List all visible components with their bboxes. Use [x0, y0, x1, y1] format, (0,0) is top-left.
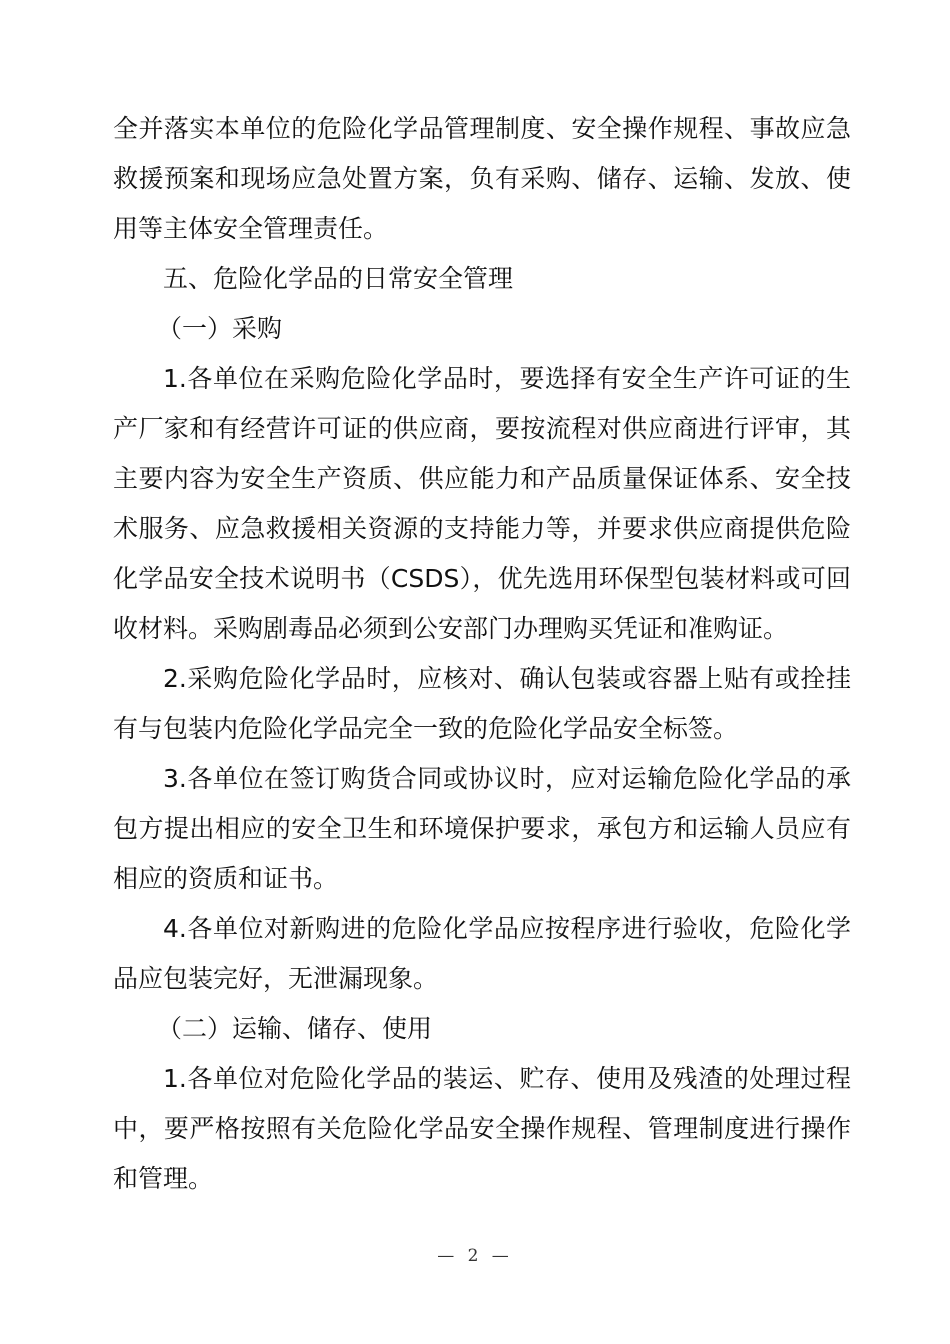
text-line: 相应的资质和证书。 [113, 864, 339, 893]
subsection-heading: （二）运输、储存、使用 [157, 1014, 433, 1043]
text-line: 化学品安全技术说明书（CSDS），优先选用环保型包装材料或可回 [113, 564, 851, 593]
text-line: 主要内容为安全生产资质、供应能力和产品质量保证体系、安全技 [113, 464, 851, 493]
text-line: 用等主体安全管理责任。 [113, 214, 389, 243]
text-line: 3.各单位在签订购货合同或协议时，应对运输危险化学品的承 [163, 764, 851, 793]
text-line: 包方提出相应的安全卫生和环境保护要求，承包方和运输人员应有 [113, 814, 851, 843]
text-line: 收材料。采购剧毒品必须到公安部门办理购买凭证和准购证。 [113, 614, 789, 643]
text-line: 品应包装完好，无泄漏现象。 [113, 964, 439, 993]
text-line: 和管理。 [113, 1164, 214, 1193]
text-line: 1.各单位对危险化学品的装运、贮存、使用及残渣的处理过程 [163, 1064, 851, 1093]
text-line: 2.采购危险化学品时，应核对、确认包装或容器上贴有或拴挂 [163, 664, 851, 693]
text-line: 中，要严格按照有关危险化学品安全操作规程、管理制度进行操作 [113, 1114, 851, 1143]
text-line: 1.各单位在采购危险化学品时，要选择有安全生产许可证的生 [163, 364, 851, 393]
subsection-heading: （一）采购 [157, 314, 283, 343]
text-line: 产厂家和有经营许可证的供应商，要按流程对供应商进行评审，其 [113, 414, 851, 443]
text-line: 4.各单位对新购进的危险化学品应按程序进行验收，危险化学 [163, 914, 851, 943]
text-line: 术服务、应急救援相关资源的支持能力等，并要求供应商提供危险 [113, 514, 851, 543]
section-heading: 五、危险化学品的日常安全管理 [163, 264, 514, 293]
body-text [113, 104, 851, 1204]
page-number: — 2 — [437, 1246, 513, 1266]
text-line: 救援预案和现场应急处置方案，负有采购、储存、运输、发放、使 [113, 164, 851, 193]
text-line: 全并落实本单位的危险化学品管理制度、安全操作规程、事故应急 [113, 114, 851, 143]
text-line: 有与包装内危险化学品完全一致的危险化学品安全标签。 [113, 714, 739, 743]
